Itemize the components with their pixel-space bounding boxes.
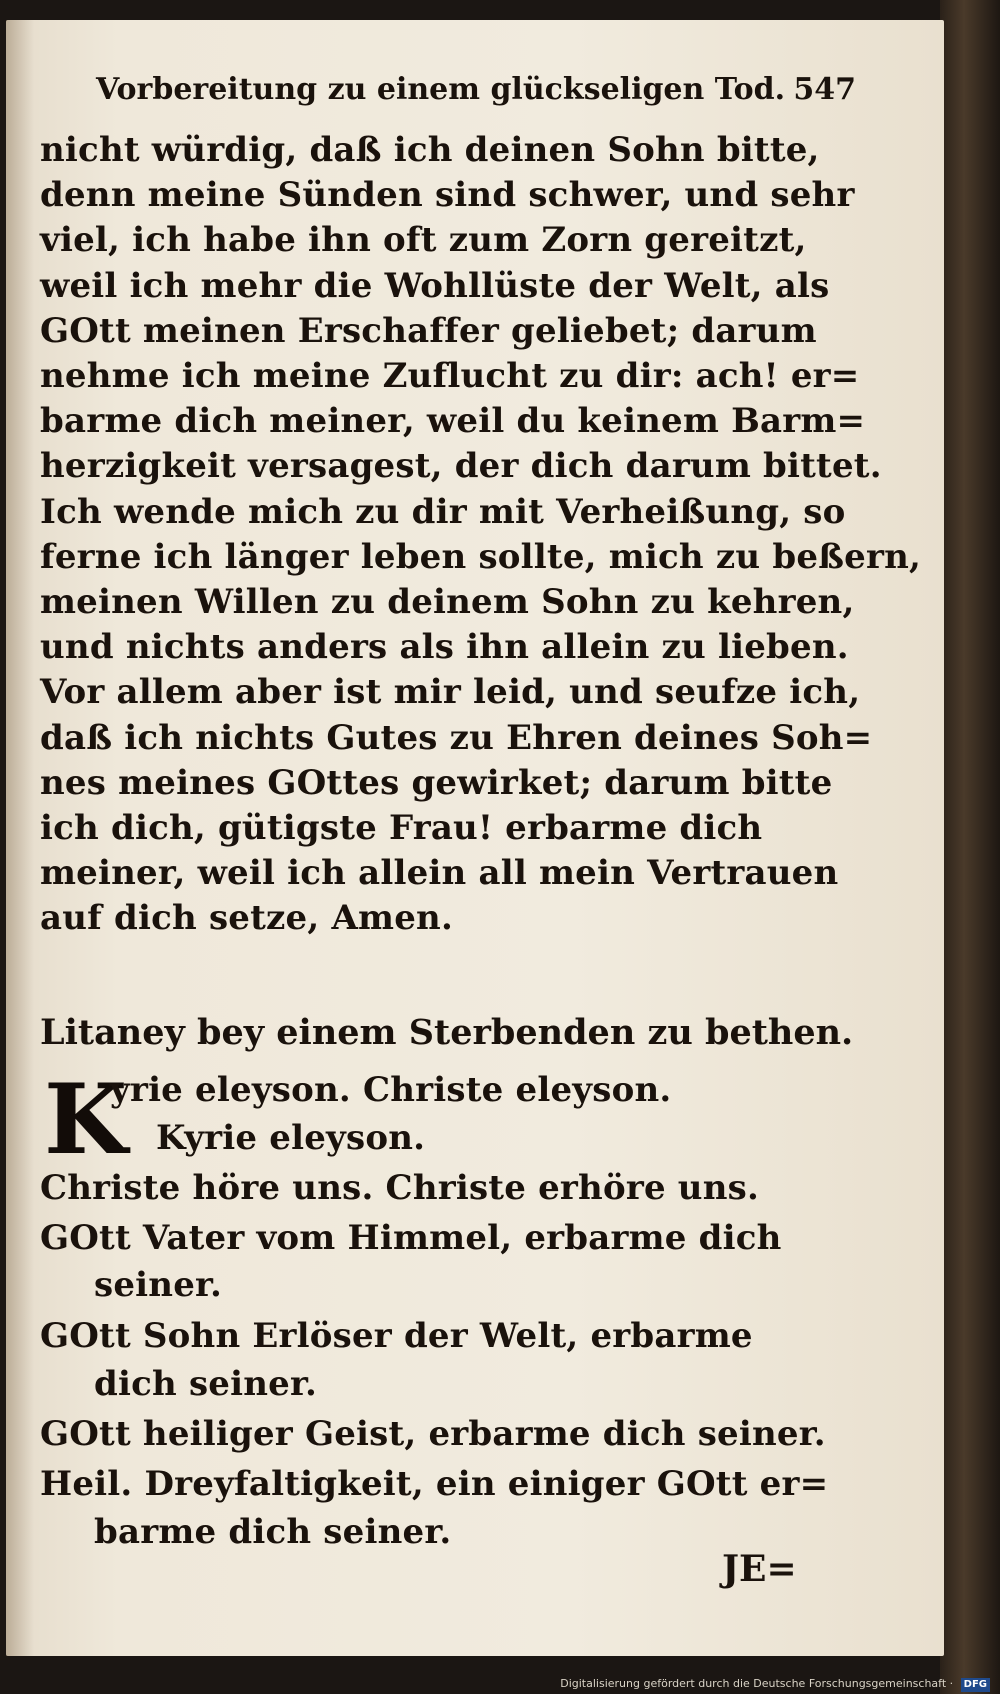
body-line: und nichts anders als ihn allein zu lieben. (40, 627, 849, 668)
body-line: barme dich meiner, weil du keinem Barm= (40, 401, 866, 442)
litany-line: GOtt heiliger Geist, erbarme dich seiner. (40, 1414, 826, 1454)
catchword: JE= (722, 1548, 797, 1590)
body-line: ferne ich länger leben sollte, mich zu beßern, (40, 536, 922, 577)
body-line: ich dich, gütigste Frau! erbarme dich (40, 808, 763, 848)
litany-line: seiner. (94, 1265, 223, 1305)
body-line: denn meine Sünden sind schwer, und sehr (40, 175, 855, 216)
running-title: Vorbereitung zu einem glückseligen Tod. (96, 72, 786, 107)
body-line: nehme ich meine Zuflucht zu dir: ach! er= (40, 356, 860, 396)
body-line: viel, ich habe ihn oft zum Zorn gereitzt, (40, 220, 807, 261)
body-line: Vor allem aber ist mir leid, und seufze ich, (40, 672, 861, 713)
body-line: meinen Willen zu deinem Sohn zu kehren, (40, 582, 855, 622)
litany-line: yrie eleyson. Christe eleyson. (110, 1070, 672, 1110)
body-line: GOtt meinen Erschaffer geliebet; darum (40, 310, 817, 351)
book-edge (940, 0, 1000, 1694)
litany-line: Christe höre uns. Christe erhöre uns. (40, 1168, 760, 1208)
litany-line: barme dich seiner. (94, 1512, 452, 1552)
footer-credit (560, 1676, 990, 1692)
body-line: herzigkeit versagest, der dich darum bittet. (40, 446, 882, 487)
body-line: meiner, weil ich allein all mein Vertrauen (40, 853, 839, 894)
litany-line: Kyrie eleyson. (156, 1118, 426, 1158)
litany-heading: Litaney bey einem Sterbenden zu bethen. (40, 1012, 854, 1053)
litany-line: GOtt Vater vom Himmel, erbarme dich (40, 1218, 782, 1258)
body-line: Ich wende mich zu dir mit Verheißung, so (40, 491, 846, 532)
page-number: 547 (793, 72, 856, 107)
litany-line: GOtt Sohn Erlöser der Welt, erbarme (40, 1316, 753, 1356)
litany-line: dich seiner. (94, 1364, 318, 1404)
body-line: weil ich mehr die Wohllüste der Welt, als (40, 265, 830, 306)
drop-cap: K (44, 1063, 128, 1176)
body-line: auf dich setze, Amen. (40, 898, 453, 939)
body-line: nicht würdig, daß ich deinen Sohn bitte, (40, 130, 820, 170)
dfg-logo: DFG (961, 1678, 990, 1692)
gutter-shadow (6, 20, 34, 1656)
book-page (6, 20, 944, 1656)
litany-line: Heil. Dreyfaltigkeit, ein einiger GOtt er= (40, 1464, 829, 1504)
body-line: nes meines GOttes gewirket; darum bitte (40, 762, 833, 803)
footer-credit-text: Digitalisierung gefördert durch die Deutsche Forschungsgemeinschaft · (560, 1677, 954, 1690)
running-head (96, 72, 856, 112)
body-line: daß ich nichts Gutes zu Ehren deines Soh= (40, 717, 873, 758)
